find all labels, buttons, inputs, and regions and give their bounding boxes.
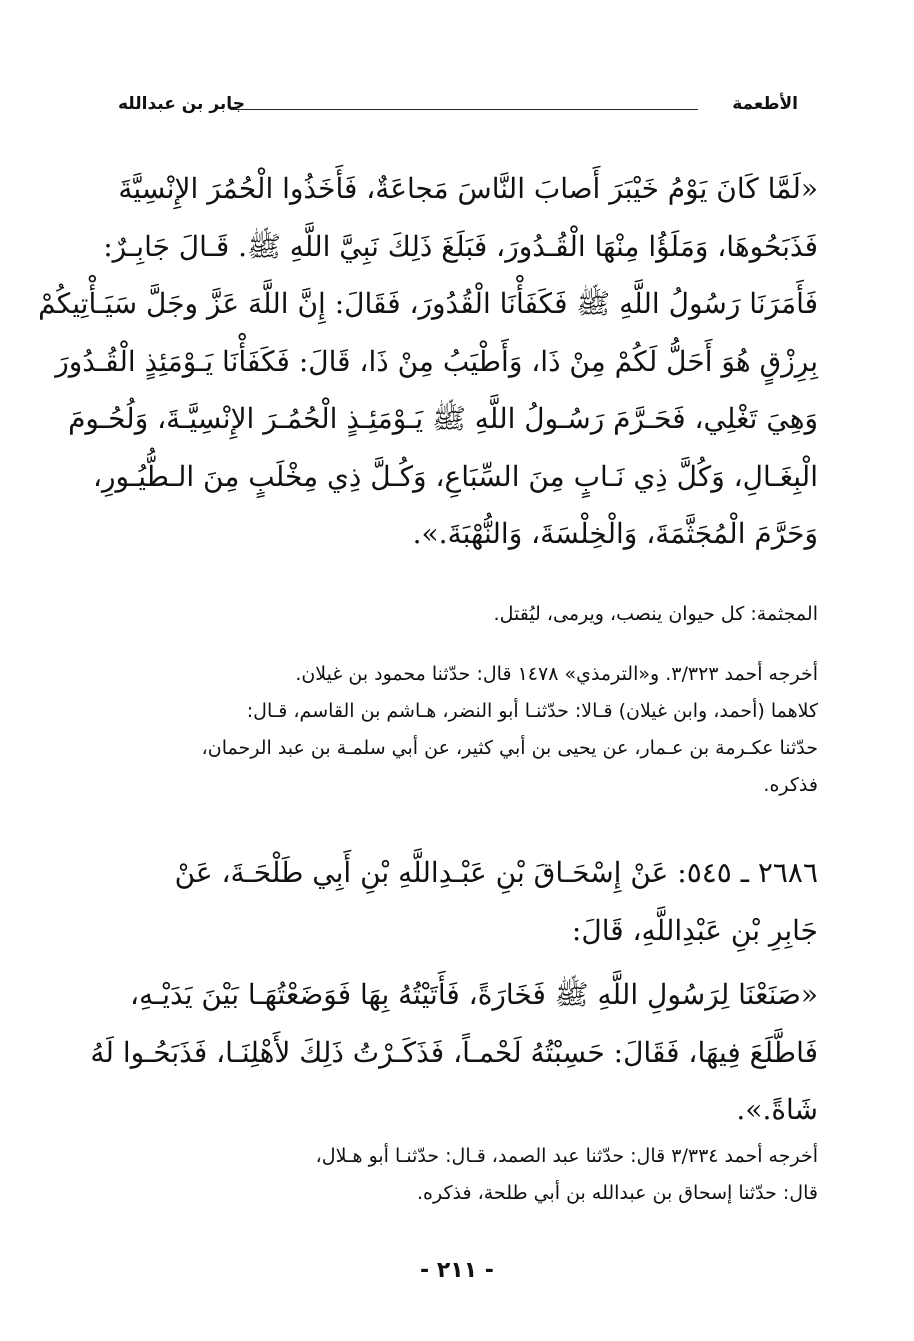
hadith-text-1 [38, 160, 818, 563]
hadith-line: فَاطَّلَعَ فِيهَا، فَقَالَ: حَسِبْتُهُ لَحْمـاً، فَذَكَـرْتُ ذَلِكَ لأَهْلِنَـا، فَذَبَحُـوا لَهُ [90, 1035, 818, 1069]
header-section-title: الأطعمة [732, 94, 798, 114]
takhrij-line: أخرجه أحمد ٣/٣٣٤ قال: حدّثنا عبد الصمد، قـال: حدّثنـا أبو هـلال، [315, 1145, 818, 1167]
hadith-line: وَهِيَ تَغْلِي، فَحَـرَّمَ رَسُـولُ اللَّهِ ﷺ يَـوْمَئِـذٍ الْحُمُـرَ الإِنْسِيَّـةَ، وَلُحُـومَ [68, 402, 818, 435]
hadith-heading-line: جَابِرِ بْنِ عَبْدِاللَّهِ، قَالَ: [571, 913, 818, 947]
hadith-line: بِرِزْقٍ هُوَ أَحَلُّ لَكُمْ مِنْ ذَا، وَأَطْيَبُ مِنْ ذَا، قَالَ: فَكَفَأْنَا يَـوْمَئِذٍ الْقُـدُورَ [55, 344, 818, 378]
gloss-line: المجثمة: كل حيوان ينصب، ويرمى، ليُقتل. [493, 603, 818, 625]
hadith-line: وَحَرَّمَ الْمُجَثَّمَةَ، وَالْخِلْسَةَ، وَالنُّهْبَةَ.». [412, 517, 818, 550]
hadith-heading-line: ٢٦٨٦ ـ ٥٤٥: عَنْ إِسْحَـاقَ بْنِ عَبْـدِاللَّهِ بْنِ أَبِي طَلْحَـةَ، عَنْ [174, 856, 818, 889]
takhrij-1 [98, 656, 818, 804]
takhrij-line: كلاهما (أحمد، وابن غيلان) قـالا: حدّثنـا أبو النضر، هـاشم بن القاسم، قـال: [246, 700, 818, 722]
hadith-line: «لَمَّا كَانَ يَوْمُ خَيْبَرَ أَصابَ النَّاسَ مَجاعَةٌ، فَأَخَذُوا الْحُمُرَ الإِنْسِيَّةَ [118, 172, 818, 205]
hadith-line: الْبِغَـالِ، وَكُلَّ ذِي نَـابٍ مِنَ السِّبَاعِ، وَكُـلَّ ذِي مِخْلَبٍ مِنَ الـطُّيُـورِ، [93, 459, 818, 493]
hadith-line: «صَنَعْنَا لِرَسُولِ اللَّهِ ﷺ فَخَارَةً، فَأَتَيْتُهُ بِهَا فَوَضَعْتُهَـا بَيْنَ يَدَيْـهِ، [130, 978, 818, 1011]
takhrij-line: قال: حدّثنا إسحاق بن عبدالله بن أبي طلحة، فذكره. [417, 1182, 818, 1204]
takhrij-line: أخرجه أحمد ٣/٣٢٣. و«الترمذي» ١٤٧٨ قال: حدّثنا محمود بن غيلان. [295, 663, 818, 685]
takhrij-line: حدّثنا عكـرمة بن عـمار، عن يحيى بن أبي كثير، عن أبي سلمـة بن عبد الرحمان، [201, 737, 818, 759]
takhrij-line: فذكره. [763, 774, 818, 796]
header-rule [230, 109, 698, 110]
hadith-line: شَاةً.». [736, 1093, 818, 1126]
hadith-text-2 [90, 966, 818, 1139]
page-number: - ٢١١ - [420, 1258, 494, 1283]
header-narrator: جابر بن عبدالله [118, 94, 245, 114]
takhrij-2 [98, 1138, 818, 1212]
word-gloss [98, 596, 818, 633]
hadith-2-heading [98, 844, 818, 959]
hadith-line: فَأَمَرَنَا رَسُولُ اللَّهِ ﷺ فَكَفَأْنَا الْقُدُورَ، فَقَالَ: إِنَّ اللَّهَ عَزَّ وجَلَّ سَيَـأْتِيكُمْ [38, 287, 818, 320]
running-header [118, 94, 798, 122]
hadith-line: فَذَبَحُوهَا، وَمَلَؤُا مِنْهَا الْقُـدُورَ، فَبَلَغَ ذَلِكَ نَبِيَّ اللَّهِ ﷺ. قَـالَ جَابِـرٌ: [103, 229, 818, 263]
